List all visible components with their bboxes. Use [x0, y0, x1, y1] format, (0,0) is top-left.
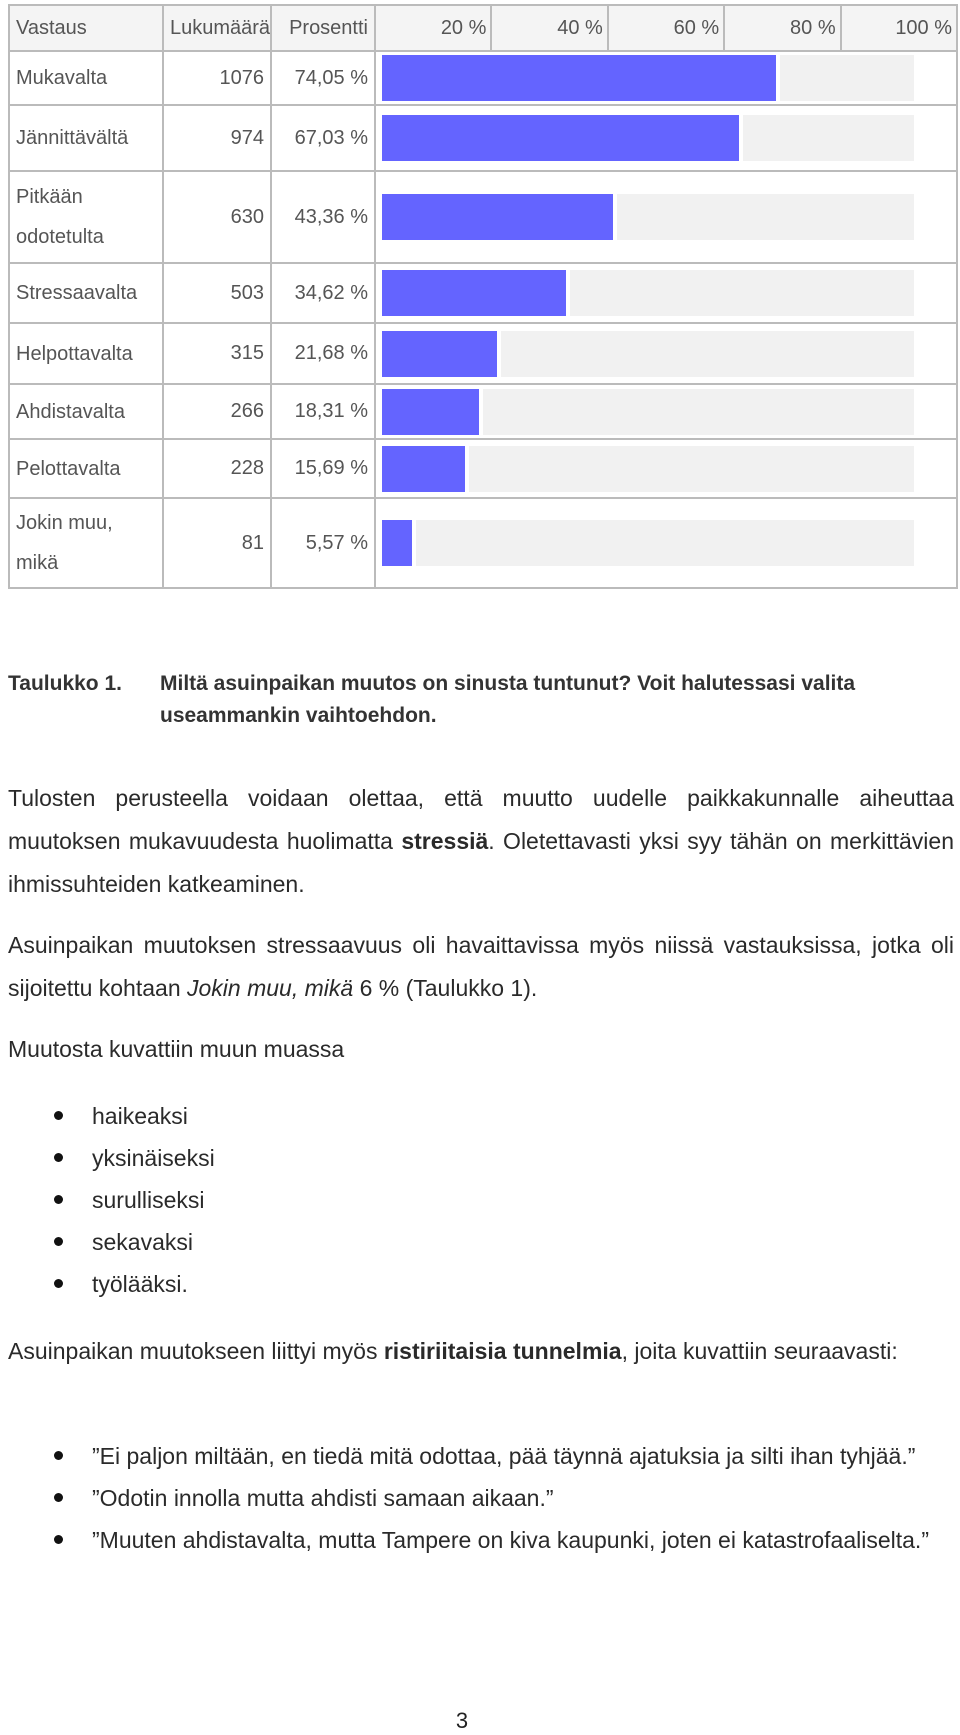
- answer-label: Jännittävältä: [9, 105, 163, 171]
- text-run: . Oletettavasti yksi syy tähän on merkittävien ihmissuhteiden katkeaminen.: [8, 828, 954, 897]
- list-item: [8, 1477, 954, 1519]
- bar-separator: [739, 115, 743, 161]
- bullet-icon: [54, 1237, 63, 1246]
- bar-fill: [382, 520, 412, 566]
- text-run: Asuinpaikan muutokseen liittyi myös: [8, 1338, 384, 1364]
- answer-label: Jokin muu, mikä: [9, 498, 163, 588]
- paragraph-mixed-feelings: [8, 1330, 954, 1373]
- bar-track: [382, 270, 914, 316]
- answer-label: Ahdistavalta: [9, 384, 163, 439]
- bar-separator: [497, 331, 501, 377]
- answer-count: 630: [163, 171, 271, 263]
- table-row: [9, 384, 957, 439]
- bar-separator: [776, 55, 780, 101]
- header-scale: [375, 5, 957, 51]
- table-row: [9, 323, 957, 384]
- bar-cell: [375, 498, 957, 588]
- list-item-text: haikeaksi: [92, 1103, 188, 1129]
- paragraph-results: [8, 777, 954, 906]
- answer-percent: 67,03 %: [271, 105, 375, 171]
- paragraph-described: Muutosta kuvattiin muun muassa: [8, 1036, 345, 1062]
- answer-label: Pitkään odotetulta: [9, 171, 163, 263]
- results-table: [8, 4, 958, 589]
- quote-text: ”Muuten ahdistavalta, mutta Tampere on kiva kaupunki, joten ei katastrofaaliselta.”: [92, 1527, 929, 1553]
- answer-percent: 74,05 %: [271, 51, 375, 105]
- table-row: [9, 171, 957, 263]
- answer-count: 228: [163, 439, 271, 498]
- scale-label: 100 %: [840, 6, 956, 50]
- bullet-icon: [54, 1279, 63, 1288]
- table-row: [9, 51, 957, 105]
- text-run: , joita kuvattiin seuraavasti:: [621, 1338, 898, 1364]
- bar-cell: [375, 105, 957, 171]
- paragraph-stress: [8, 924, 954, 1010]
- header-percent: Prosentti: [271, 5, 375, 51]
- page-number: 3: [455, 1708, 469, 1733]
- answer-percent: 18,31 %: [271, 384, 375, 439]
- answer-count: 81: [163, 498, 271, 588]
- scale-label: 60 %: [607, 6, 723, 50]
- bullet-list-quotes: [8, 1435, 954, 1561]
- table-row: [9, 105, 957, 171]
- bar-track: [382, 389, 914, 435]
- bar-separator: [613, 194, 617, 240]
- list-item: [8, 1179, 954, 1221]
- bar-cell: [375, 384, 957, 439]
- answer-label: Pelottavalta: [9, 439, 163, 498]
- scale-label: 80 %: [723, 6, 839, 50]
- bar-cell: [375, 323, 957, 384]
- answer-count: 1076: [163, 51, 271, 105]
- bar-cell: [375, 171, 957, 263]
- bar-separator: [465, 446, 469, 492]
- bullet-icon: [54, 1493, 63, 1502]
- bold-term: stressiä: [401, 828, 489, 854]
- caption-text: Miltä asuinpaikan muutos on sinusta tuntunut? Voit halutessasi valita useammankin vaihtoehdon.: [160, 672, 856, 727]
- list-item: [8, 1519, 954, 1561]
- bar-fill: [382, 331, 497, 377]
- list-item-text: yksinäiseksi: [92, 1145, 215, 1171]
- table-caption: [8, 668, 948, 732]
- bar-track: [382, 115, 914, 161]
- bar-fill: [382, 194, 613, 240]
- answer-count: 266: [163, 384, 271, 439]
- quote-text: ”Odotin innolla mutta ahdisti samaan aikaan.”: [92, 1485, 554, 1511]
- bar-separator: [412, 520, 416, 566]
- bar-track: [382, 194, 914, 240]
- bar-separator: [566, 270, 570, 316]
- bar-fill: [382, 389, 479, 435]
- bar-track: [382, 446, 914, 492]
- bar-cell: [375, 263, 957, 323]
- scale-label: 20 %: [440, 17, 487, 39]
- table-row: [9, 439, 957, 498]
- answer-percent: 5,57 %: [271, 498, 375, 588]
- text-run: Asuinpaikan muutoksen stressaavuus oli havaittavissa myös niissä vastauksissa, jotka oli sijoitettu kohtaan: [8, 932, 954, 1001]
- list-item: [8, 1435, 954, 1477]
- bullet-icon: [54, 1153, 63, 1162]
- text-run: 6 % (Taulukko 1).: [353, 975, 538, 1001]
- header-answer: Vastaus: [9, 5, 163, 51]
- bar-fill: [382, 55, 776, 101]
- table-row: [9, 498, 957, 588]
- answer-count: 315: [163, 323, 271, 384]
- list-item: [8, 1095, 954, 1137]
- bar-fill: [382, 270, 566, 316]
- bullet-icon: [54, 1195, 63, 1204]
- bullet-icon: [54, 1111, 63, 1120]
- list-item: [8, 1137, 954, 1179]
- caption-label: Taulukko 1.: [8, 672, 122, 695]
- text-run: Tulosten perusteella voidaan olettaa, että muutto uudelle paikkakunnalle aiheuttaa muutoksen mukavuudesta huolimatta: [8, 785, 954, 854]
- bar-separator: [479, 389, 483, 435]
- answer-label: Stressaavalta: [9, 263, 163, 323]
- list-item-text: surulliseksi: [92, 1187, 205, 1213]
- list-item: [8, 1221, 954, 1263]
- table-row: [9, 263, 957, 323]
- bar-cell: [375, 51, 957, 105]
- list-item-text: työlääksi.: [92, 1271, 188, 1297]
- answer-percent: 43,36 %: [271, 171, 375, 263]
- bullet-icon: [54, 1451, 63, 1460]
- bar-track: [382, 55, 914, 101]
- bar-track: [382, 520, 914, 566]
- list-item: [8, 1263, 954, 1305]
- answer-count: 503: [163, 263, 271, 323]
- quote-text: ”Ei paljon miltään, en tiedä mitä odottaa, pää täynnä ajatuksia ja silti ihan tyhjää.”: [92, 1443, 916, 1469]
- bar-track: [382, 331, 914, 377]
- answer-label: Mukavalta: [9, 51, 163, 105]
- header-count: Lukumäärä: [163, 5, 271, 51]
- bar-fill: [382, 115, 739, 161]
- answer-percent: 21,68 %: [271, 323, 375, 384]
- scale-label: 40 %: [490, 6, 606, 50]
- bold-term: ristiriitaisia tunnelmia: [383, 1338, 622, 1364]
- list-item-text: sekavaksi: [92, 1229, 193, 1255]
- bullet-list-descriptions: [8, 1095, 954, 1305]
- table-header-row: [9, 5, 957, 51]
- answer-count: 974: [163, 105, 271, 171]
- answer-label: Helpottavalta: [9, 323, 163, 384]
- answer-percent: 34,62 %: [271, 263, 375, 323]
- italic-term: Jokin muu, mikä: [187, 975, 354, 1001]
- bar-fill: [382, 446, 465, 492]
- answer-percent: 15,69 %: [271, 439, 375, 498]
- bar-cell: [375, 439, 957, 498]
- bullet-icon: [54, 1535, 63, 1544]
